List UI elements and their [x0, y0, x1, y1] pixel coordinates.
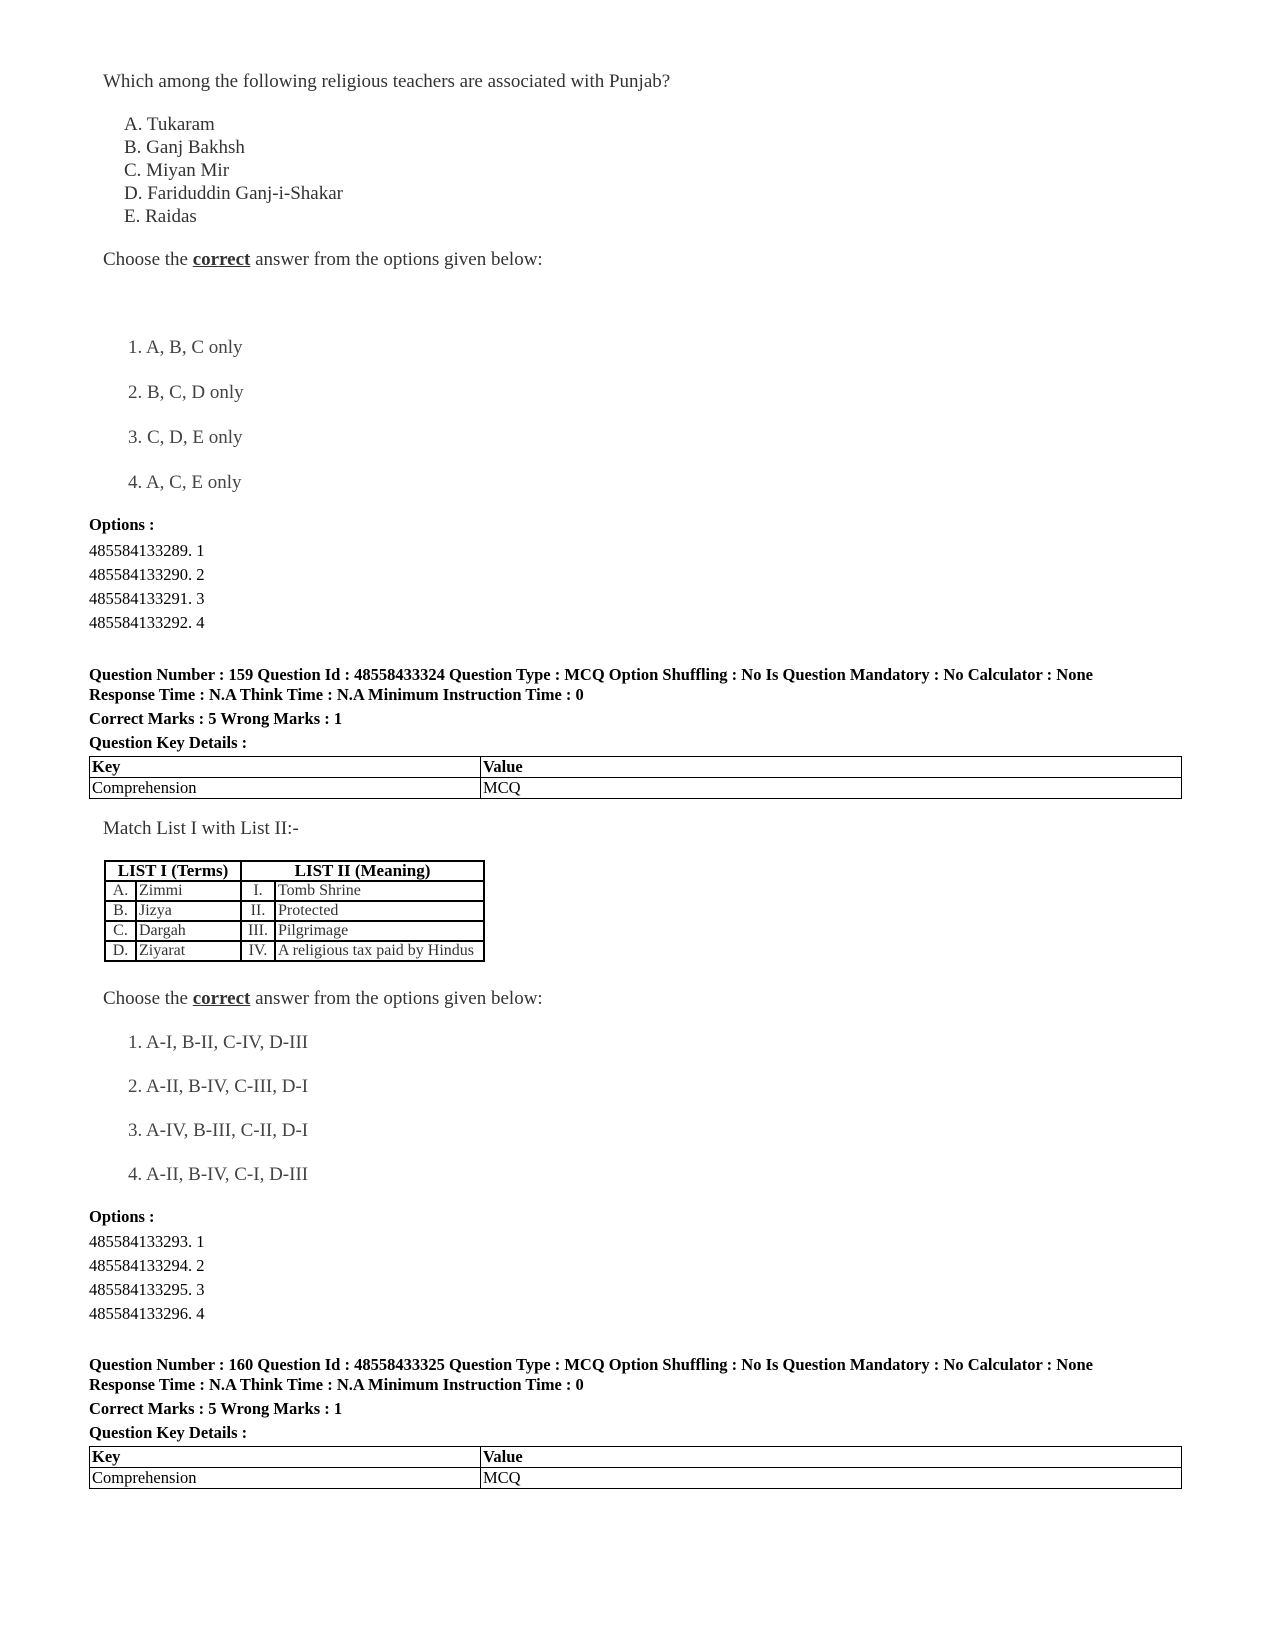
key-header: Key	[90, 1447, 481, 1468]
answer-choice: 1. A, B, C only	[128, 337, 243, 358]
marks-info: Correct Marks : 5 Wrong Marks : 1	[89, 1399, 343, 1418]
key-details-label: Question Key Details :	[89, 733, 248, 752]
question-stem: Match List I with List II:-	[103, 818, 299, 839]
options-label: Options :	[89, 1207, 155, 1226]
question-meta: Question Number : 159 Question Id : 48558433324 Question Type : MCQ Option Shuffling : No Is Question Mandatory : No Calculator : None Response Time : N.A Think Time : N.A Minimum Instruction Time : 0	[89, 665, 1093, 704]
value-cell: MCQ	[481, 1468, 1182, 1489]
keyword-correct: correct	[192, 249, 251, 270]
option-id: 485584133292. 4	[89, 613, 205, 632]
answer-choice: 3. A-IV, B-III, C-II, D-I	[128, 1120, 309, 1141]
key-details-table	[89, 756, 1182, 799]
answer-choice: 4. A, C, E only	[128, 472, 242, 493]
match-table	[104, 860, 485, 962]
list-item: C. Miyan Mir	[124, 160, 230, 181]
key-header: Key	[90, 757, 481, 778]
list-item: E. Raidas	[124, 206, 197, 227]
instruction-text: Choose the correct answer from the options given below:	[103, 249, 543, 270]
value-cell: MCQ	[481, 778, 1182, 799]
option-id: 485584133296. 4	[89, 1304, 205, 1323]
options-list	[89, 1230, 205, 1326]
key-details-label: Question Key Details :	[89, 1423, 248, 1442]
option-id: 485584133293. 1	[89, 1232, 205, 1251]
option-id: 485584133291. 3	[89, 589, 205, 608]
table-row: B. Jizya II. Protected	[105, 901, 484, 921]
key-details-table	[89, 1446, 1182, 1489]
statement-list	[124, 113, 343, 228]
question-stem: Which among the following religious teachers are associated with Punjab?	[103, 71, 671, 92]
list-item: A. Tukaram	[124, 114, 215, 135]
list2-header: LIST II (Meaning)	[241, 861, 484, 881]
option-id: 485584133294. 2	[89, 1256, 205, 1275]
list-item: D. Fariduddin Ganj-i-Shakar	[124, 183, 343, 204]
answer-choice: 3. C, D, E only	[128, 427, 243, 448]
keyword-correct: correct	[192, 988, 251, 1009]
table-row: A. Zimmi I. Tomb Shrine	[105, 881, 484, 901]
answer-choice: 2. B, C, D only	[128, 382, 244, 403]
answer-choice: 1. A-I, B-II, C-IV, D-III	[128, 1032, 309, 1053]
option-id: 485584133289. 1	[89, 541, 205, 560]
key-cell: Comprehension	[90, 778, 481, 799]
instruction-text: Choose the correct answer from the options given below:	[103, 988, 543, 1009]
value-header: Value	[481, 757, 1182, 778]
question-meta: Question Number : 160 Question Id : 48558433325 Question Type : MCQ Option Shuffling : No Is Question Mandatory : No Calculator : None Response Time : N.A Think Time : N.A Minimum Instruction Time : 0	[89, 1355, 1093, 1394]
answer-choice: 2. A-II, B-IV, C-III, D-I	[128, 1076, 309, 1097]
key-cell: Comprehension	[90, 1468, 481, 1489]
value-header: Value	[481, 1447, 1182, 1468]
options-label: Options :	[89, 515, 155, 534]
marks-info: Correct Marks : 5 Wrong Marks : 1	[89, 709, 343, 728]
option-id: 485584133290. 2	[89, 565, 205, 584]
answer-choice: 4. A-II, B-IV, C-I, D-III	[128, 1164, 309, 1185]
options-list	[89, 539, 205, 635]
list-item: B. Ganj Bakhsh	[124, 137, 245, 158]
list1-header: LIST I (Terms)	[105, 861, 241, 881]
table-row: C. Dargah III. Pilgrimage	[105, 921, 484, 941]
table-row: D. Ziyarat IV. A religious tax paid by Hindus	[105, 941, 484, 961]
option-id: 485584133295. 3	[89, 1280, 205, 1299]
